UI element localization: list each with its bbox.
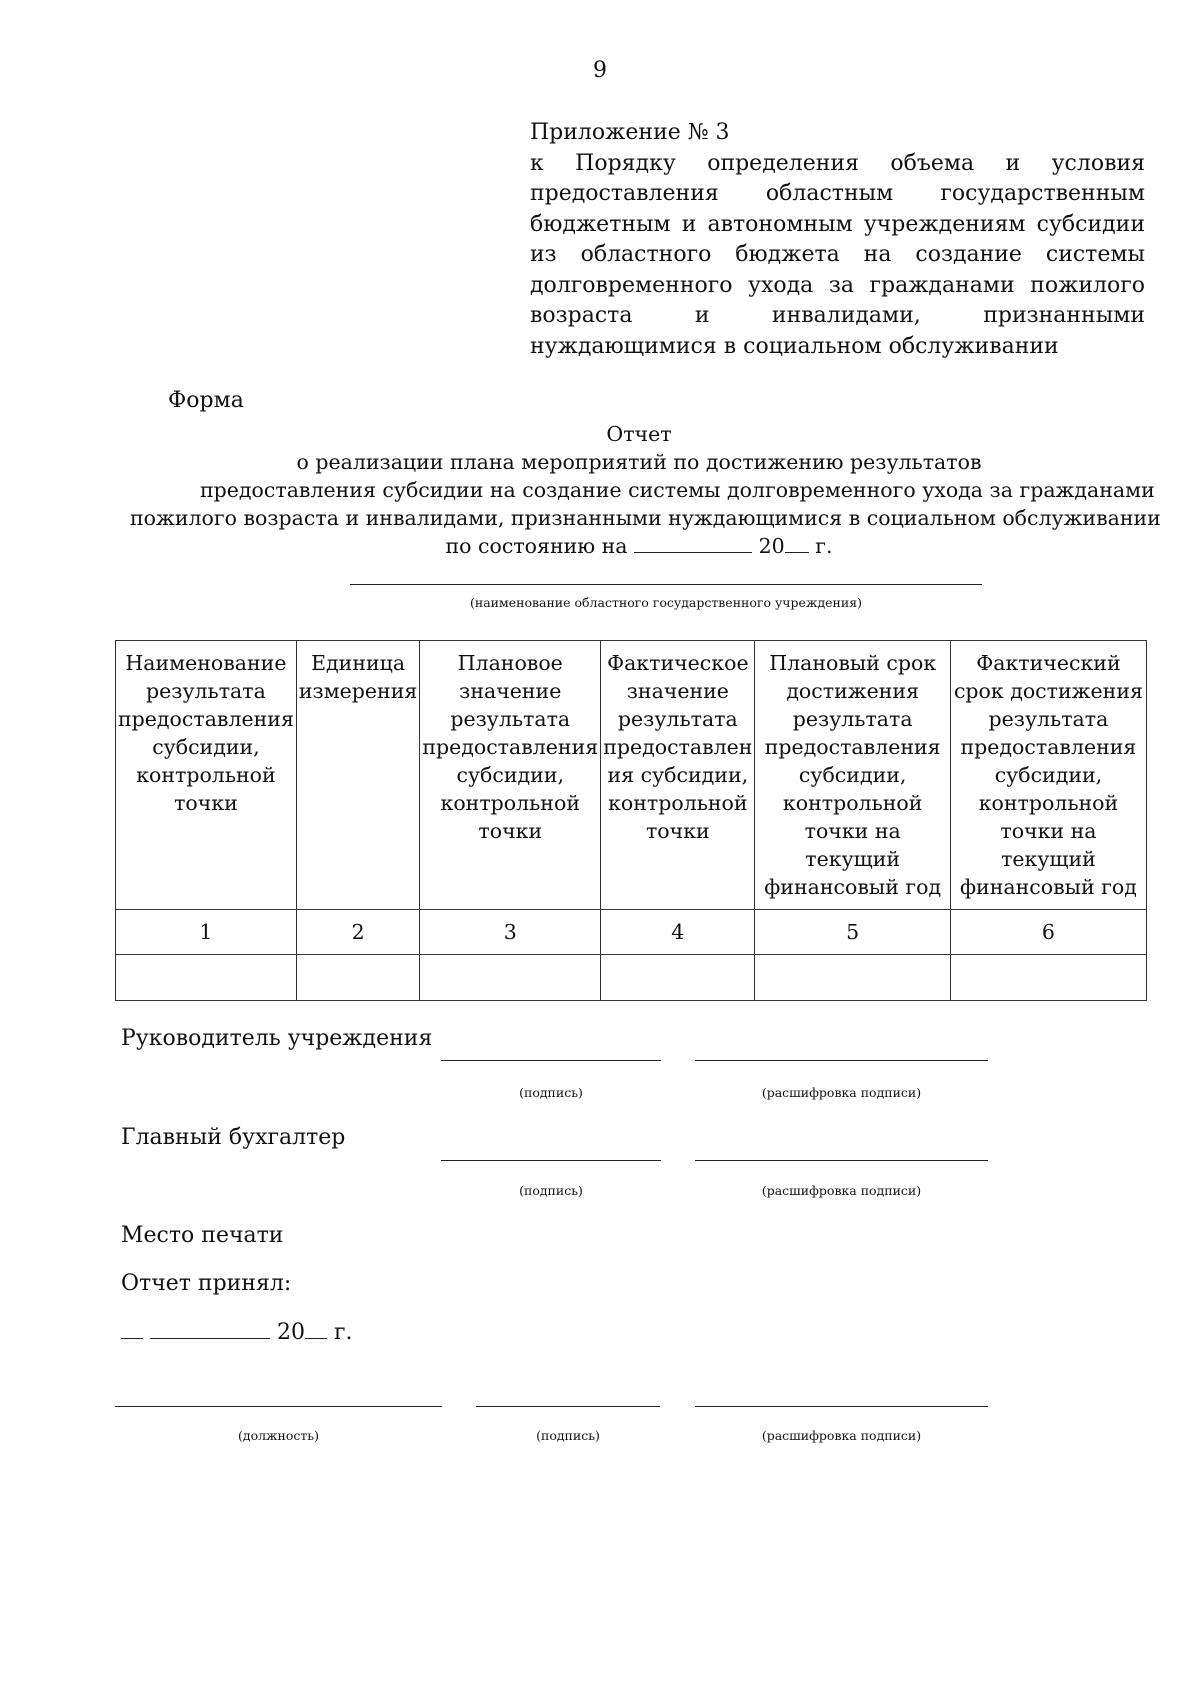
accountant-label: Главный бухгалтер — [121, 1125, 346, 1150]
form-label: Форма — [168, 388, 244, 413]
table-number-cell: 3 — [420, 910, 601, 955]
accepted-month-blank[interactable] — [150, 1320, 270, 1339]
table-header-cell: Фактическое значение результата предоставлен ия субсидии, контрольной точки — [601, 641, 755, 910]
report-date-suffix: г. — [815, 534, 833, 558]
accepted-day-blank[interactable] — [121, 1320, 143, 1339]
table-empty-cell[interactable] — [116, 955, 297, 1001]
accountant-decoding-caption: (расшифровка подписи) — [761, 1183, 922, 1198]
accepted-date-year: 20 — [277, 1320, 305, 1345]
accountant-signature-caption: (подпись) — [519, 1183, 583, 1198]
table-empty-cell[interactable] — [950, 955, 1146, 1001]
table-empty-cell[interactable] — [601, 955, 755, 1001]
head-signature-caption: (подпись) — [519, 1085, 583, 1100]
table-empty-row — [116, 955, 1147, 1001]
results-table — [115, 640, 1147, 1001]
accepted-year-blank[interactable] — [305, 1320, 327, 1339]
stamp-label: Место печати — [121, 1223, 284, 1248]
report-title: Отчет — [606, 422, 672, 446]
report-date-year-blank — [785, 534, 809, 553]
table-header-row — [116, 641, 1147, 910]
report-date — [130, 532, 1130, 560]
table-empty-cell[interactable] — [755, 955, 950, 1001]
acceptor-decoding-line[interactable] — [695, 1406, 988, 1407]
head-decoding-caption: (расшифровка подписи) — [761, 1085, 922, 1100]
appendix-text: к Порядку определения объема и условия предоставления областным государственным бюджетным и автономным учреждениям субсидии из областного бюджета на создание системы долговременного ухода за гражданами пожилого возраста и инвалидами, признанными нуждающимися в социальном обслуживании — [530, 150, 1145, 359]
table-header-cell: Плановый срок достижения результата предоставления субсидии, контрольной точки на текущий финансовый год — [755, 641, 950, 910]
report-line-2: предоставления субсидии на создание системы долговременного ухода за гражданами — [200, 478, 1155, 502]
table-number-cell: 4 — [601, 910, 755, 955]
acceptor-signature-caption: (подпись) — [536, 1428, 600, 1443]
head-label: Руководитель учреждения — [121, 1026, 433, 1051]
accepted-date-suffix: г. — [334, 1320, 353, 1345]
report-date-prefix: по состоянию на — [445, 534, 628, 558]
head-signature-line[interactable] — [441, 1060, 661, 1061]
table-number-row — [116, 910, 1147, 955]
report-line-3: пожилого возраста и инвалидами, признанными нуждающимися в социальном обслуживании — [130, 506, 1161, 530]
acceptor-position-caption: (должность) — [238, 1428, 319, 1443]
acceptor-decoding-caption: (расшифровка подписи) — [761, 1428, 922, 1443]
institution-caption: (наименование областного государственного учреждения) — [470, 595, 862, 610]
table-header-cell: Плановое значение результата предоставления субсидии, контрольной точки — [420, 641, 601, 910]
table-empty-cell[interactable] — [420, 955, 601, 1001]
table-number-cell: 1 — [116, 910, 297, 955]
table-number-cell: 5 — [755, 910, 950, 955]
appendix-block — [530, 118, 1145, 362]
table-number-cell: 2 — [296, 910, 419, 955]
table-header-cell: Фактический срок достижения результата предоставления субсидии, контрольной точки на текущий финансовый год — [950, 641, 1146, 910]
report-line-1: о реализации плана мероприятий по достижению результатов — [296, 450, 982, 474]
table-number-cell: 6 — [950, 910, 1146, 955]
accountant-signature-line[interactable] — [441, 1160, 661, 1161]
report-date-year: 20 — [758, 534, 785, 558]
accepted-label: Отчет принял: — [121, 1271, 292, 1296]
report-title-block — [130, 420, 1161, 560]
acceptor-signature-line[interactable] — [476, 1406, 660, 1407]
accountant-decoding-line[interactable] — [695, 1160, 988, 1161]
appendix-title: Приложение № 3 — [530, 120, 730, 145]
institution-name-line — [350, 584, 982, 585]
accepted-date — [121, 1320, 353, 1345]
page-number: 9 — [593, 58, 607, 83]
head-decoding-line[interactable] — [695, 1060, 988, 1061]
table-empty-cell[interactable] — [296, 955, 419, 1001]
report-date-blank — [634, 534, 752, 553]
table-header-cell: Единица измерения — [296, 641, 419, 910]
acceptor-position-line[interactable] — [115, 1406, 442, 1407]
table-header-cell: Наименование результата предоставления субсидии, контрольной точки — [116, 641, 297, 910]
